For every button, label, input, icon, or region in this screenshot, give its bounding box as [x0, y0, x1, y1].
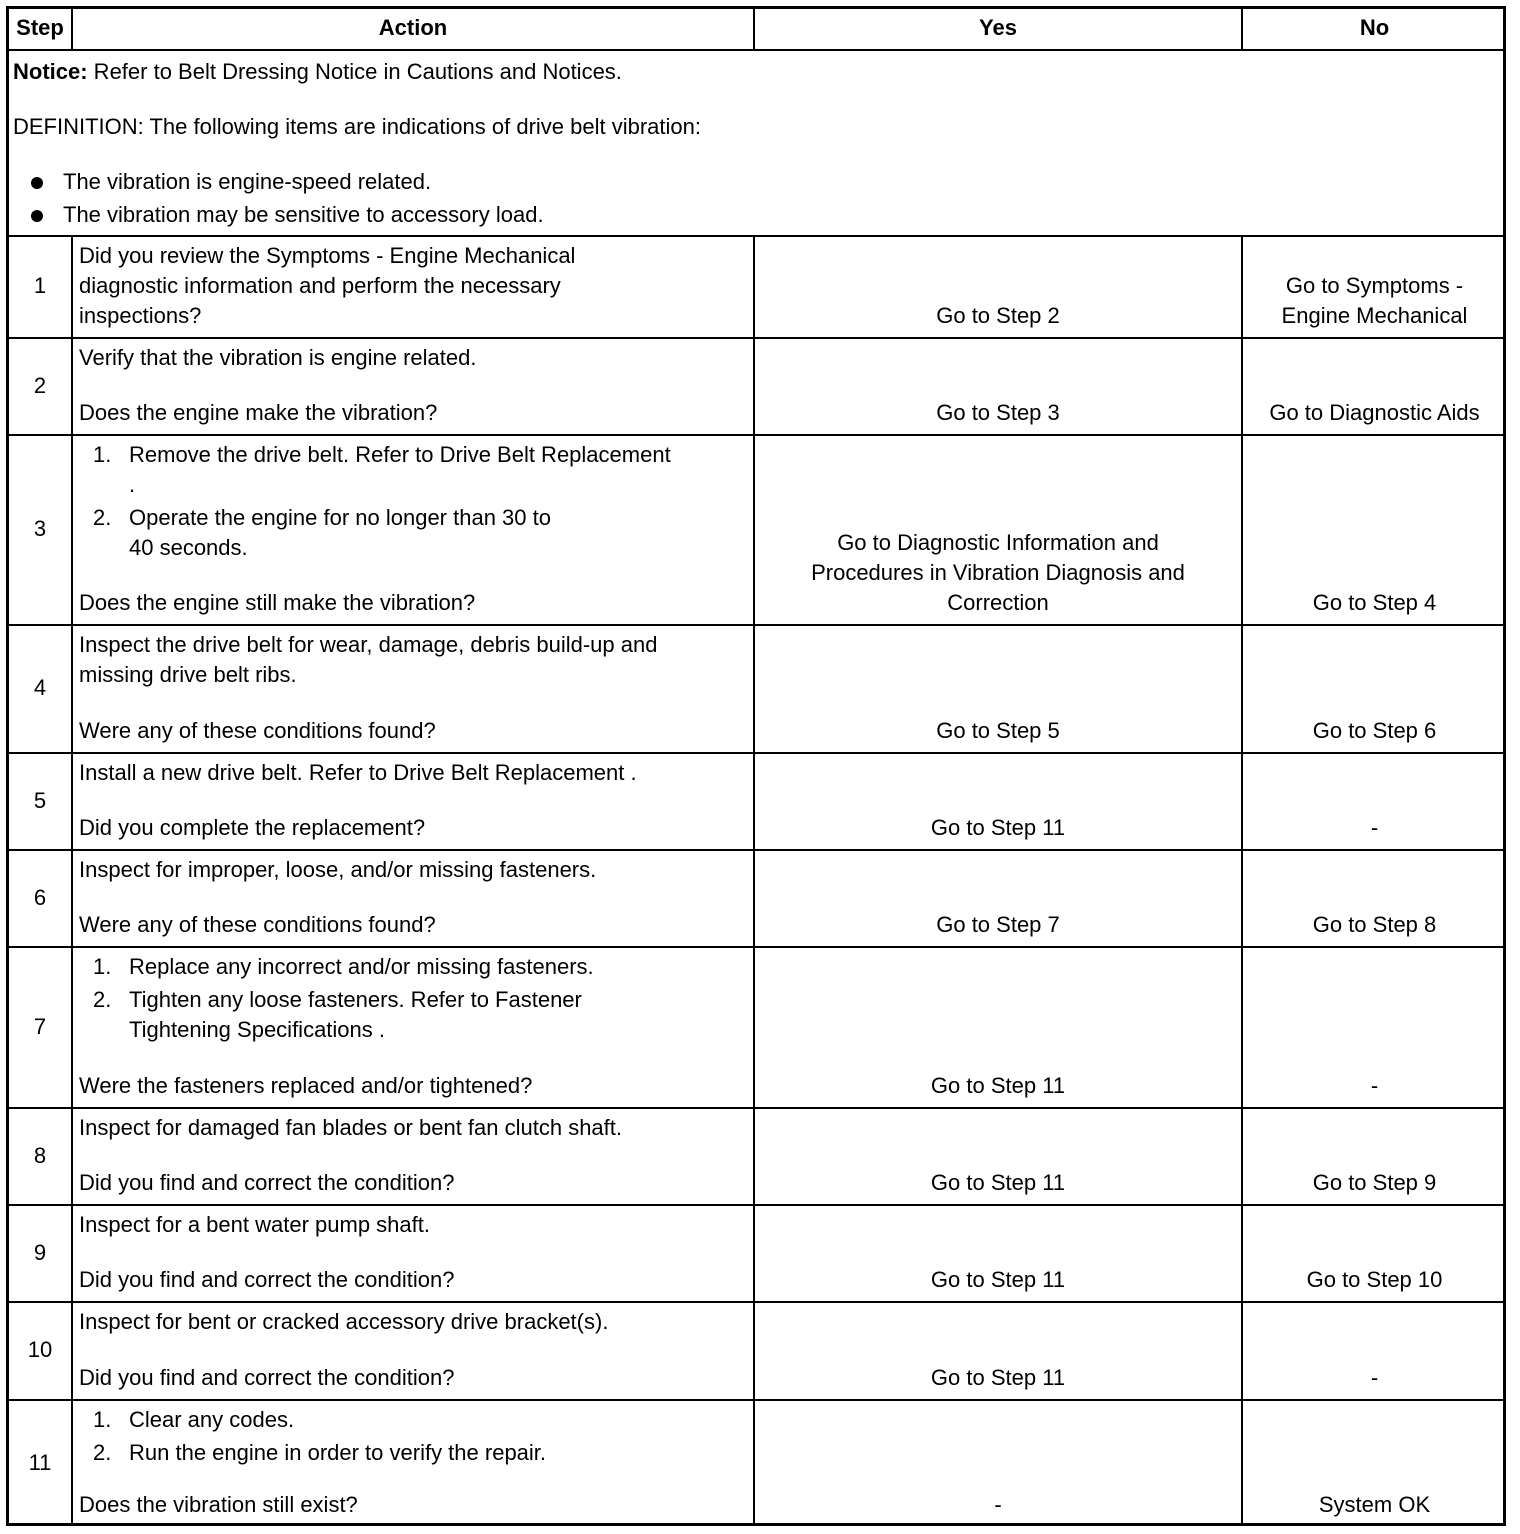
list-item-text: Tighten any loose fasteners. Refer to Fastener — [129, 987, 582, 1012]
bullet-dot — [31, 210, 43, 222]
list-number: 2. — [93, 987, 112, 1012]
no-result: Engine Mechanical — [1281, 303, 1468, 328]
action-text: Did you review the Symptoms - Engine Mechanical — [79, 243, 576, 268]
notice-line — [13, 57, 622, 87]
column-divider — [71, 752, 73, 849]
header-yes: Yes — [979, 15, 1017, 40]
column-divider — [71, 1399, 73, 1526]
definition-text: DEFINITION: The following items are indications of drive belt vibration: — [13, 114, 701, 139]
no-result: - — [1370, 1365, 1379, 1390]
yes-result: - — [994, 1492, 1002, 1517]
column-divider — [71, 337, 73, 434]
list-number: 1. — [93, 1407, 112, 1432]
step-number: 7 — [33, 1013, 47, 1039]
no-result: Go to Step 8 — [1312, 912, 1437, 937]
diagnostic-table — [6, 6, 1506, 1526]
action-question: Does the engine still make the vibration? — [79, 590, 476, 615]
no-result: - — [1370, 815, 1379, 840]
action-text: Inspect for improper, loose, and/or missing fasteners. — [79, 857, 597, 882]
step-number: 1 — [33, 273, 47, 298]
no-result: Go to Diagnostic Aids — [1269, 400, 1480, 425]
action-text: Verify that the vibration is engine related. — [79, 345, 477, 370]
yes-result: Go to Step 11 — [930, 1073, 1066, 1098]
no-result: Go to Step 4 — [1312, 590, 1437, 615]
action-question: Were any of these conditions found? — [79, 718, 436, 743]
yes-result: Go to Step 7 — [936, 912, 1060, 937]
yes-result: Go to Diagnostic Information and — [837, 530, 1159, 555]
step-number: 10 — [27, 1337, 53, 1362]
list-item-text: 40 seconds. — [129, 535, 248, 560]
row-divider — [9, 624, 1503, 626]
column-divider — [71, 1107, 73, 1204]
action-question: Were the fasteners replaced and/or tightened? — [79, 1073, 533, 1098]
notice-text: Refer to Belt Dressing Notice in Cautions and Notices. — [87, 59, 622, 84]
row-divider — [9, 752, 1503, 754]
action-text: missing drive belt ribs. — [79, 662, 297, 687]
row-divider — [9, 849, 1503, 851]
yes-result: Go to Step 11 — [930, 1365, 1066, 1390]
column-divider — [71, 235, 73, 337]
step-number: 2 — [33, 372, 47, 398]
intro-divider — [9, 235, 1503, 237]
step-number: 6 — [33, 884, 47, 910]
action-text: Inspect for bent or cracked accessory drive bracket(s). — [79, 1309, 609, 1334]
header-no: No — [1359, 15, 1390, 40]
action-question: Did you find and correct the condition? — [79, 1365, 455, 1390]
list-item-text: Remove the drive belt. Refer to Drive Belt Replacement — [129, 442, 671, 467]
column-divider — [71, 9, 73, 49]
column-divider — [1241, 9, 1243, 49]
yes-result: Procedures in Vibration Diagnosis and — [811, 560, 1185, 585]
step-number: 4 — [33, 675, 47, 700]
list-item-text: Tightening Specifications . — [129, 1017, 385, 1042]
action-question: Does the engine make the vibration? — [79, 400, 438, 425]
action-question: Were any of these conditions found? — [79, 912, 436, 937]
column-divider — [71, 946, 73, 1107]
no-result: - — [1370, 1073, 1379, 1098]
row-divider — [9, 1204, 1503, 1206]
header-step: Step — [16, 15, 64, 40]
action-question: Does the vibration still exist? — [79, 1492, 358, 1517]
column-divider — [71, 1301, 73, 1399]
action-text: Inspect for a bent water pump shaft. — [79, 1212, 430, 1237]
bullet-item: The vibration is engine-speed related. — [63, 169, 432, 194]
action-text: Inspect the drive belt for wear, damage, debris build-up and — [79, 632, 658, 657]
action-question: Did you find and correct the condition? — [79, 1267, 455, 1292]
row-divider — [9, 1399, 1503, 1401]
column-divider — [71, 434, 73, 624]
action-text: Install a new drive belt. Refer to Drive Belt Replacement . — [79, 760, 637, 785]
row-divider — [9, 434, 1503, 436]
row-divider — [9, 1107, 1503, 1109]
bullet-dot — [31, 177, 43, 189]
list-item-text: Clear any codes. — [129, 1407, 295, 1432]
list-number: 1. — [93, 954, 112, 979]
no-result: Go to Step 10 — [1306, 1267, 1443, 1292]
no-result: Go to Symptoms - — [1285, 273, 1464, 298]
list-item-text: . — [129, 472, 136, 497]
row-divider — [9, 946, 1503, 948]
step-number: 8 — [33, 1142, 47, 1168]
step-number: 5 — [33, 787, 47, 813]
yes-result: Go to Step 11 — [930, 1170, 1066, 1195]
no-result: Go to Step 6 — [1312, 718, 1437, 743]
yes-result: Go to Step 3 — [936, 400, 1060, 425]
yes-result: Go to Step 11 — [930, 815, 1066, 840]
no-result: Go to Step 9 — [1312, 1170, 1437, 1195]
step-number: 3 — [33, 516, 47, 541]
yes-result: Correction — [947, 590, 1049, 615]
yes-result: Go to Step 5 — [936, 718, 1060, 743]
column-divider — [71, 624, 73, 752]
header-divider — [9, 49, 1503, 51]
step-number: 11 — [28, 1449, 52, 1475]
list-item-text: Operate the engine for no longer than 30 to — [129, 505, 551, 530]
action-question: Did you complete the replacement? — [79, 815, 426, 840]
yes-result: Go to Step 11 — [930, 1267, 1066, 1292]
action-text: Inspect for damaged fan blades or bent fan clutch shaft. — [79, 1115, 623, 1140]
column-divider — [71, 849, 73, 946]
row-divider — [9, 337, 1503, 339]
row-divider — [9, 1301, 1503, 1303]
yes-result: Go to Step 2 — [936, 303, 1060, 328]
column-divider — [71, 1204, 73, 1301]
no-result: System OK — [1318, 1492, 1431, 1517]
list-item-text: Run the engine in order to verify the repair. — [129, 1440, 547, 1465]
action-text: diagnostic information and perform the necessary — [79, 273, 561, 298]
step-number: 9 — [33, 1239, 47, 1265]
action-text: inspections? — [79, 303, 202, 328]
list-number: 2. — [93, 1440, 112, 1465]
list-number: 2. — [93, 505, 112, 530]
notice-label: Notice: — [13, 59, 88, 84]
header-action: Action — [378, 15, 448, 40]
column-divider — [753, 9, 755, 49]
list-item-text: Replace any incorrect and/or missing fasteners. — [129, 954, 594, 979]
list-number: 1. — [93, 442, 112, 467]
action-question: Did you find and correct the condition? — [79, 1170, 455, 1195]
bullet-item: The vibration may be sensitive to accessory load. — [63, 202, 544, 227]
